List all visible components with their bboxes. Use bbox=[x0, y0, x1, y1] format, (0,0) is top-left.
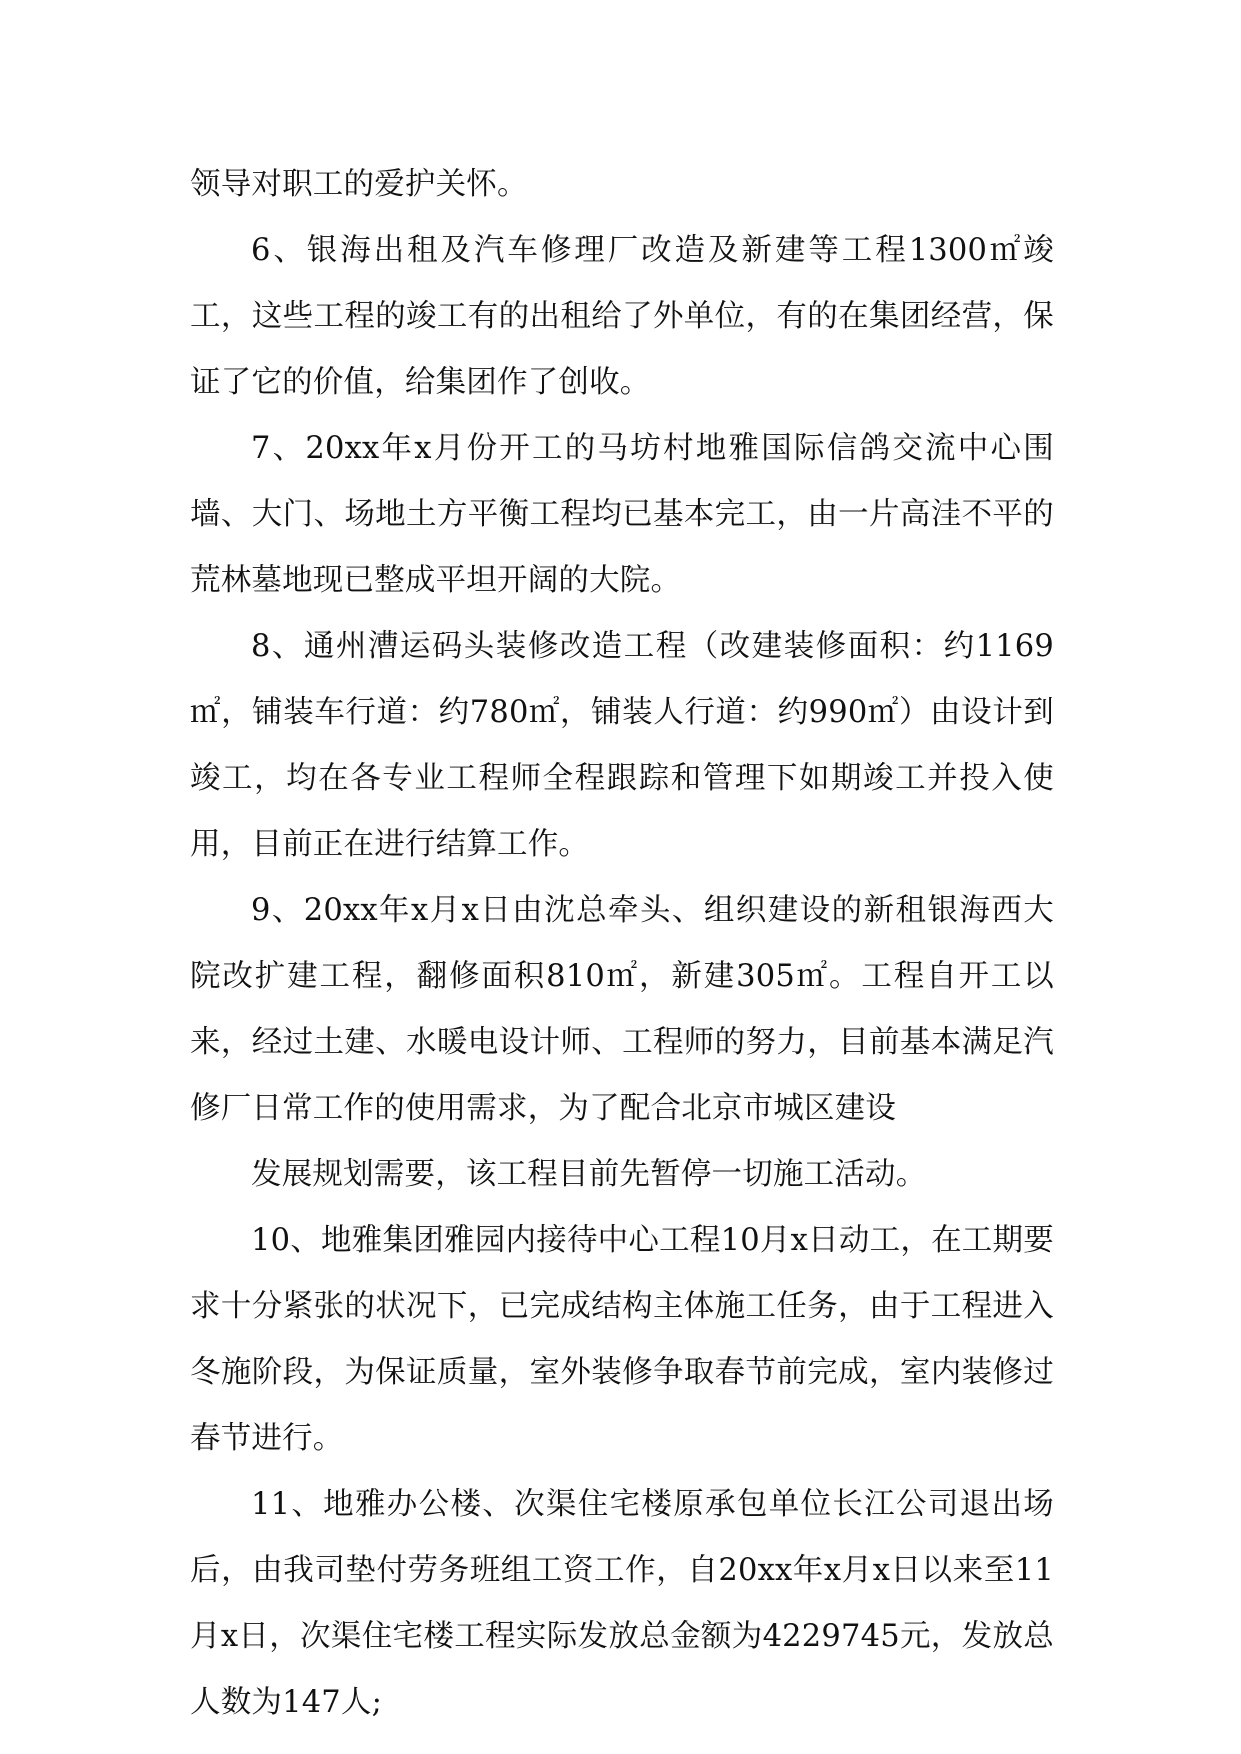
document-body bbox=[190, 152, 1054, 1736]
paragraph-item-8: 8、通州漕运码头装修改造工程（改建装修面积：约1169㎡，铺装车行道：约780㎡，铺装人行道：约990㎡）由设计到竣工，均在各专业工程师全程跟踪和管理下如期竣工并投入使用，目前正在进行结算工作。 bbox=[190, 629, 1054, 862]
paragraph-item-9: 9、20xx年x月x日由沈总牵头、组织建设的新租银海西大院改扩建工程，翻修面积810㎡，新建305㎡。工程自开工以来，经过土建、水暖电设计师、工程师的努力，目前基本满足汽修厂日常工作的使用需求，为了配合北京市城区建设 bbox=[190, 893, 1054, 1126]
paragraph-item-9-continued: 发展规划需要，该工程目前先暂停一切施工活动。 bbox=[251, 1157, 927, 1192]
paragraph-item-7: 7、20xx年x月份开工的马坊村地雅国际信鸽交流中心围墙、大门、场地土方平衡工程均已基本完工，由一片高洼不平的荒林墓地现已整成平坦开阔的大院。 bbox=[190, 431, 1054, 598]
paragraph-item-10: 10、地雅集团雅园内接待中心工程10月x日动工，在工期要求十分紧张的状况下，已完成结构主体施工任务，由于工程进入冬施阶段，为保证质量，室外装修争取春节前完成，室内装修过春节进行。 bbox=[190, 1223, 1054, 1456]
paragraph-item-11: 11、地雅办公楼、次渠住宅楼原承包单位长江公司退出场后，由我司垫付劳务班组工资工作，自20xx年x月x日以来至11月x日，次渠住宅楼工程实际发放总金额为4229745元，发放总人数为147人; bbox=[190, 1487, 1054, 1720]
paragraph-item-6: 6、银海出租及汽车修理厂改造及新建等工程1300㎡竣工，这些工程的竣工有的出租给了外单位，有的在集团经营，保证了它的价值，给集团作了创收。 bbox=[190, 233, 1054, 400]
paragraph-continuation: 领导对职工的爱护关怀。 bbox=[190, 167, 528, 202]
